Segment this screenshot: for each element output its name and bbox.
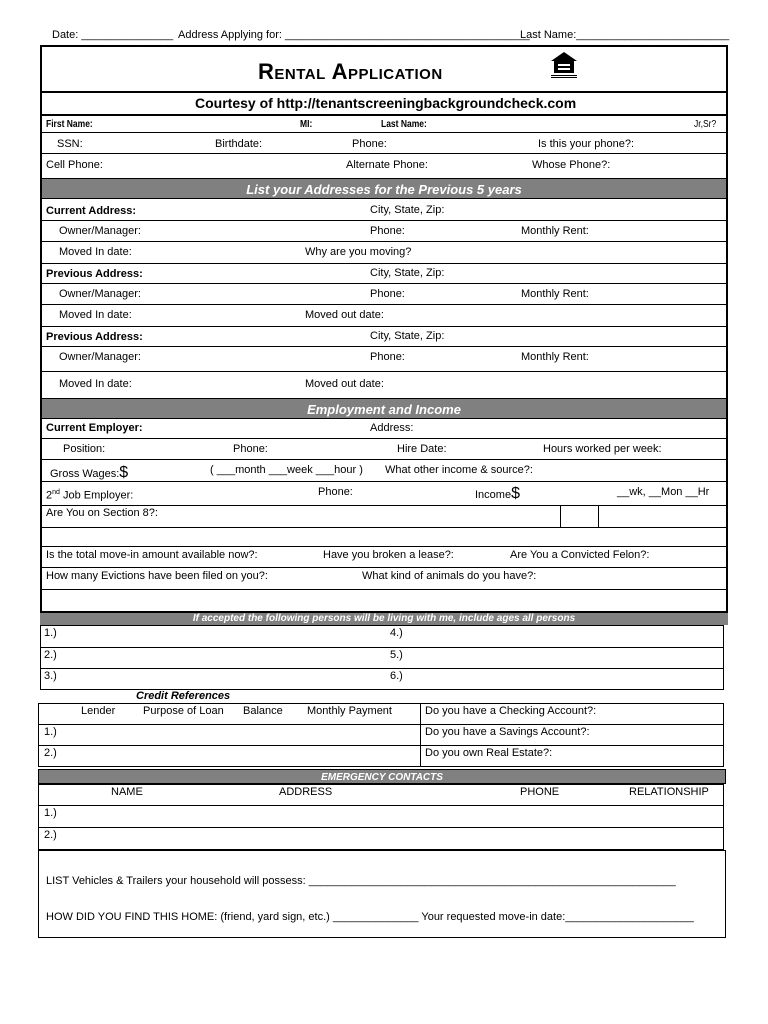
wk-mon-hr-label: __wk, __Mon __Hr [617, 486, 710, 498]
monthly-rent-label: Monthly Rent: [521, 288, 589, 300]
credit-col-monthly: Monthly Payment [307, 705, 392, 717]
last-name-label: Last Name: [381, 119, 427, 130]
addresses-heading: List your Addresses for the Previous 5 years [42, 178, 726, 199]
emergency-row-1: 1.) [44, 807, 57, 819]
city-state-zip-label: City, State, Zip: [370, 330, 445, 342]
mi-label: MI: [300, 119, 313, 130]
divider [38, 805, 724, 806]
emergency-row-2: 2.) [44, 829, 57, 841]
divider [42, 263, 726, 264]
gross-wages-text: Gross Wages: [50, 468, 120, 480]
credit-row-1: 1.) [44, 726, 57, 738]
divider [40, 668, 724, 669]
divider [42, 438, 726, 439]
credit-heading: Credit References [136, 690, 231, 702]
city-state-zip-label: City, State, Zip: [370, 204, 445, 216]
city-state-zip-label: City, State, Zip: [370, 267, 445, 279]
credit-row-2: 2.) [44, 747, 57, 759]
divider [42, 283, 726, 284]
second-job-label [46, 486, 133, 503]
divider [38, 827, 724, 828]
divider [560, 505, 561, 527]
footer-box [38, 850, 726, 938]
evictions-label: How many Evictions have been filed on you?: [46, 570, 268, 582]
employment-heading: Employment and Income [42, 398, 726, 419]
vehicles-field[interactable]: LIST Vehicles & Trailers your household will possess: ____________________________________________________________ [46, 875, 676, 887]
credit-col-balance: Balance [243, 705, 283, 717]
employer-address-label: Address: [370, 422, 414, 434]
current-address-label: Current Address: [46, 205, 137, 217]
divider [42, 481, 726, 482]
hire-date-label: Hire Date: [397, 443, 447, 455]
occupants-table [40, 625, 724, 690]
divider [42, 326, 726, 327]
how-find-field[interactable]: HOW DID YOU FIND THIS HOME: (friend, yard sign, etc.) ______________ Your requested move-in date:_____________________ [46, 911, 694, 923]
divider [598, 505, 599, 527]
section8-label: Are You on Section 8?: [46, 507, 158, 519]
why-moving-label: Why are you moving? [305, 246, 412, 258]
income-text: Income [475, 489, 512, 501]
credit-col-lender: Lender [81, 705, 116, 717]
savings-label: Do you have a Savings Account?: [425, 726, 590, 738]
credit-col-purpose: Purpose of Loan [143, 705, 224, 717]
other-income-label: What other income & source?: [385, 464, 533, 476]
title-text: Rental Application [258, 59, 443, 84]
equal-housing-icon [548, 50, 580, 80]
divider [42, 304, 726, 305]
move-in-amount-label: Is the total move-in amount available now?: [46, 549, 258, 561]
animals-label: What kind of animals do you have?: [362, 570, 537, 582]
broken-lease-label: Have you broken a lease?: [323, 549, 454, 561]
convicted-felon-label: Are You a Convicted Felon?: [510, 549, 650, 561]
owner-manager-label: Owner/Manager: [59, 351, 141, 363]
divider [42, 505, 726, 506]
header-last-name-field[interactable]: Last Name:_________________________ [520, 29, 730, 41]
emergency-col-relationship: RELATIONSHIP [629, 786, 709, 798]
second-job-text: Job Employer: [59, 489, 134, 502]
divider [42, 589, 726, 590]
monthly-rent-label: Monthly Rent: [521, 225, 589, 237]
divider [40, 114, 728, 116]
position-label: Position: [63, 443, 106, 455]
first-name-label: First Name: [46, 119, 93, 130]
monthly-rent-label: Monthly Rent: [521, 351, 589, 363]
owner-manager-label: Owner/Manager: [59, 288, 141, 300]
previous-address-label: Previous Address: [46, 331, 143, 343]
emergency-col-phone: PHONE [520, 786, 560, 798]
current-employer-label: Current Employer: [46, 422, 143, 434]
occupant-4: 4.) [390, 627, 403, 639]
suffix-label: Jr,Sr? [694, 119, 717, 130]
divider [38, 724, 724, 725]
dollar-sign: $ [511, 485, 520, 502]
occupant-2: 2.) [44, 649, 57, 661]
checking-label: Do you have a Checking Account?: [425, 705, 597, 717]
is-this-your-phone-label: Is this your phone?: [538, 138, 635, 150]
divider [42, 459, 726, 460]
courtesy-line: Courtesy of http://tenantscreeningbackgroundcheck.com [195, 95, 577, 111]
real-estate-label: Do you own Real Estate?: [425, 747, 553, 759]
divider [42, 346, 726, 347]
moved-in-date-label: Moved In date: [59, 246, 132, 258]
occupants-heading: If accepted the following persons will be living with me, include ages all persons [40, 613, 728, 625]
hours-per-week-label: Hours worked per week: [543, 443, 662, 455]
divider [42, 371, 726, 372]
phone-label: Phone: [370, 288, 405, 300]
alternate-phone-label: Alternate Phone: [346, 159, 428, 171]
divider [42, 153, 726, 154]
date-field[interactable]: Date: _______________ [52, 29, 174, 41]
divider [42, 220, 726, 221]
employer-phone-label: Phone: [233, 443, 268, 455]
divider [42, 132, 726, 133]
moved-in-date-label: Moved In date: [59, 309, 132, 321]
moved-in-date-label: Moved In date: [59, 378, 132, 390]
divider [38, 745, 724, 746]
dollar-sign: $ [119, 464, 129, 481]
moved-out-date-label: Moved out date: [305, 378, 384, 390]
gross-wages-label [50, 466, 128, 481]
emergency-heading: EMERGENCY CONTACTS [38, 769, 726, 784]
phone-label: Phone: [370, 225, 405, 237]
phone-label: Phone: [352, 138, 387, 150]
divider [40, 647, 724, 648]
moved-out-date-label: Moved out date: [305, 309, 384, 321]
emergency-col-address: ADDRESS [279, 786, 333, 798]
cell-phone-label: Cell Phone: [46, 159, 103, 171]
occupant-1: 1.) [44, 627, 57, 639]
second-job-sup: nd [52, 489, 60, 496]
previous-address-label: Previous Address: [46, 268, 143, 280]
ssn-label: SSN: [57, 138, 83, 150]
divider [420, 703, 421, 767]
second-job-phone-label: Phone: [318, 486, 353, 498]
address-applying-field[interactable]: Address Applying for: ________________________________________ [178, 29, 530, 41]
phone-label: Phone: [370, 351, 405, 363]
occupant-6: 6.) [390, 670, 403, 682]
owner-manager-label: Owner/Manager: [59, 225, 141, 237]
occupant-5: 5.) [390, 649, 403, 661]
divider [42, 546, 726, 547]
second-job-num: 2 [46, 489, 53, 502]
occupant-3: 3.) [44, 670, 57, 682]
birthdate-label: Birthdate: [215, 138, 263, 150]
emergency-col-name: NAME [111, 786, 143, 798]
divider [42, 527, 726, 528]
whose-phone-label: Whose Phone?: [532, 159, 611, 171]
divider [42, 567, 726, 568]
pay-period-label: ( ___month ___week ___hour ) [210, 464, 363, 476]
divider [42, 241, 726, 242]
page-title [42, 47, 726, 93]
income-label [475, 487, 520, 502]
